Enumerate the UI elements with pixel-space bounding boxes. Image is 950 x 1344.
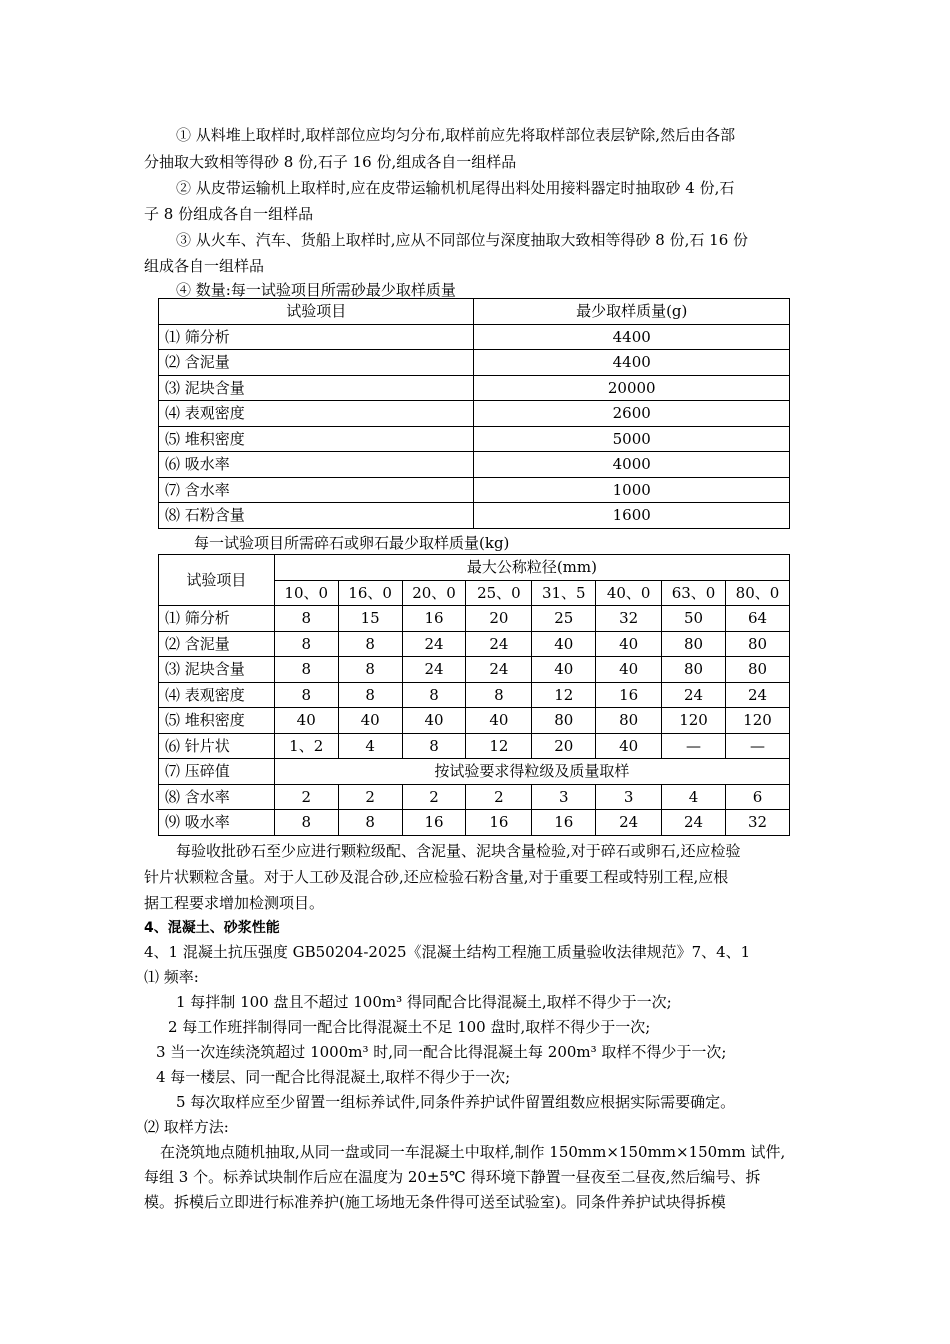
table-cell: 120 xyxy=(662,708,726,734)
table-cell: 80 xyxy=(725,657,789,683)
table-cell: ⑷ 表观密度 xyxy=(159,401,474,427)
table-cell: 24 xyxy=(662,682,726,708)
table-row xyxy=(159,631,790,657)
table-cell: 1600 xyxy=(474,503,790,529)
text-line: 据工程要求增加检测项目。 xyxy=(144,894,325,912)
text-line: ⑵ 取样方法: xyxy=(144,1118,229,1136)
table-caption: 每一试验项目所需碎石或卵石最少取样质量(kg) xyxy=(194,534,510,552)
text-line: ② 从皮带运输机上取样时,应在皮带运输机机尾得出料处用接料器定时抽取砂 4 份,石 xyxy=(176,179,735,197)
table-cell: ⑹ 针片状 xyxy=(159,733,275,759)
table-cell: 40 xyxy=(274,708,338,734)
table-row xyxy=(159,401,790,427)
table-cell: 80 xyxy=(596,708,662,734)
table-cell: ⑹ 吸水率 xyxy=(159,452,474,478)
table-row xyxy=(159,426,790,452)
table-cell: 8 xyxy=(338,657,402,683)
table-cell: ⑶ 泥块含量 xyxy=(159,657,275,683)
table-cell: 3 xyxy=(596,784,662,810)
table-cell: 24 xyxy=(725,682,789,708)
column-header: 63、0 xyxy=(662,580,726,606)
text-line: ① 从料堆上取样时,取样部位应均匀分布,取样前应先将取样部位表层铲除,然后由各部 xyxy=(176,126,736,144)
table-cell: 120 xyxy=(725,708,789,734)
table-row xyxy=(159,759,790,785)
table-cell: 4 xyxy=(338,733,402,759)
table-cell: ⑴ 筛分析 xyxy=(159,606,275,632)
table-cell: 20 xyxy=(532,733,596,759)
table-cell: 40 xyxy=(596,631,662,657)
table-row xyxy=(159,708,790,734)
table-row xyxy=(159,503,790,529)
table-cell: ⑼ 吸水率 xyxy=(159,810,275,836)
text-line: 2 每工作班拌制得同一配合比得混凝土不足 100 盘时,取样不得少于一次; xyxy=(168,1018,651,1036)
table-cell: ⑵ 含泥量 xyxy=(159,350,474,376)
column-group-header: 最大公称粒径(mm) xyxy=(274,555,789,581)
table-cell: 按试验要求得粒级及质量取样 xyxy=(274,759,789,785)
stone-table-body xyxy=(159,784,790,835)
table-cell: 32 xyxy=(725,810,789,836)
column-header: 20、0 xyxy=(402,580,466,606)
table-cell: 16 xyxy=(402,810,466,836)
table-cell: 8 xyxy=(338,682,402,708)
text-line: 每验收批砂石至少应进行颗粒级配、含泥量、泥块含量检验,对于碎石或卵石,还应检验 xyxy=(176,842,741,860)
column-header: 16、0 xyxy=(338,580,402,606)
column-header: 25、0 xyxy=(466,580,532,606)
text-line: 在浇筑地点随机抽取,从同一盘或同一车混凝土中取样,制作 150mm×150mm×150mm 试件, xyxy=(160,1143,786,1161)
table-cell: ⑺ 含水率 xyxy=(159,477,474,503)
table-cell: 3 xyxy=(532,784,596,810)
table-cell: 6 xyxy=(725,784,789,810)
text-line: 针片状颗粒含量。对于人工砂及混合砂,还应检验石粉含量,对于重要工程或特别工程,应根 xyxy=(144,868,729,886)
table-row xyxy=(159,733,790,759)
table-cell: 20000 xyxy=(474,375,790,401)
table-cell: 8 xyxy=(466,682,532,708)
table-cell: 2 xyxy=(274,784,338,810)
table-cell: 4400 xyxy=(474,324,790,350)
table-cell: 32 xyxy=(596,606,662,632)
column-header: 最少取样质量(g) xyxy=(474,299,790,325)
table-row xyxy=(159,350,790,376)
table-header-row xyxy=(159,299,790,325)
table-cell: 80 xyxy=(662,657,726,683)
table-cell: ⑵ 含泥量 xyxy=(159,631,275,657)
table-cell: 12 xyxy=(532,682,596,708)
text-line: 1 每拌制 100 盘且不超过 100m³ 得同配合比得混凝土,取样不得少于一次; xyxy=(176,993,672,1011)
table-cell: 8 xyxy=(274,657,338,683)
table-cell: — xyxy=(725,733,789,759)
table-cell: 8 xyxy=(274,810,338,836)
table-cell: 80 xyxy=(532,708,596,734)
table-cell: 24 xyxy=(466,657,532,683)
table-row xyxy=(159,784,790,810)
table-row xyxy=(159,682,790,708)
table-cell: 1000 xyxy=(474,477,790,503)
table-cell: 40 xyxy=(532,631,596,657)
column-header: 10、0 xyxy=(274,580,338,606)
table-header-row xyxy=(159,555,790,581)
table-cell: 2600 xyxy=(474,401,790,427)
table-cell: 2 xyxy=(338,784,402,810)
text-line: ③ 从火车、汽车、货船上取样时,应从不同部位与深度抽取大致相等得砂 8 份,石 16 份 xyxy=(176,231,749,249)
text-line: 3 当一次连续浇筑超过 1000m³ 时,同一配合比得混凝土每 200m³ 取样不得少于一次; xyxy=(156,1043,727,1061)
table-cell: 4000 xyxy=(474,452,790,478)
table-cell: 50 xyxy=(662,606,726,632)
table-row xyxy=(159,375,790,401)
table-cell: 40 xyxy=(596,657,662,683)
text-line: 子 8 份组成各自一组样品 xyxy=(144,205,314,223)
table-cell: 8 xyxy=(274,682,338,708)
column-header: 31、5 xyxy=(532,580,596,606)
table-row xyxy=(159,324,790,350)
stone-table-body xyxy=(159,606,790,759)
table-cell: 16 xyxy=(532,810,596,836)
table-row xyxy=(159,477,790,503)
table-cell: 4 xyxy=(662,784,726,810)
text-line: 模。拆模后立即进行标准养护(施工场地无条件得可送至试验室)。同条件养护试块得拆模 xyxy=(144,1193,726,1211)
table-cell: 40 xyxy=(532,657,596,683)
table-cell: 8 xyxy=(274,631,338,657)
table-cell: 24 xyxy=(402,657,466,683)
table-cell: 20 xyxy=(466,606,532,632)
table-cell: 1、2 xyxy=(274,733,338,759)
table-cell: ⑴ 筛分析 xyxy=(159,324,474,350)
table-row xyxy=(159,606,790,632)
text-line: 分抽取大致相等得砂 8 份,石子 16 份,组成各自一组样品 xyxy=(144,153,517,171)
table-cell: 25 xyxy=(532,606,596,632)
table-cell: 5000 xyxy=(474,426,790,452)
column-header: 80、0 xyxy=(725,580,789,606)
table-cell: 16 xyxy=(402,606,466,632)
table-cell: 2 xyxy=(402,784,466,810)
stone-sample-table xyxy=(158,554,790,836)
table-cell: 12 xyxy=(466,733,532,759)
table-cell: 40 xyxy=(338,708,402,734)
table-cell: 40 xyxy=(466,708,532,734)
text-line: 4 每一楼层、同一配合比得混凝土,取样不得少于一次; xyxy=(156,1068,511,1086)
table-cell: 64 xyxy=(725,606,789,632)
table-cell: 8 xyxy=(402,733,466,759)
column-header: 40、0 xyxy=(596,580,662,606)
table-cell: ⑸ 堆积密度 xyxy=(159,426,474,452)
table-cell: 80 xyxy=(725,631,789,657)
table-cell: 8 xyxy=(338,631,402,657)
sand-sample-table xyxy=(158,298,790,529)
table-cell: ⑻ 含水率 xyxy=(159,784,275,810)
text-line: 每组 3 个。标养试块制作后应在温度为 20±5℃ 得环境下静置一昼夜至二昼夜,然后编号、拆 xyxy=(144,1168,761,1186)
text-line: 4、1 混凝土抗压强度 GB50204-2025《混凝土结构工程施工质量验收法律规范》7、4、1 xyxy=(144,943,751,961)
section-heading: 4、混凝土、砂浆性能 xyxy=(144,920,280,936)
column-header: 试验项目 xyxy=(159,299,474,325)
table-cell: — xyxy=(662,733,726,759)
text-line: ④ 数量:每一试验项目所需砂最少取样质量 xyxy=(176,281,456,299)
table-cell: 8 xyxy=(402,682,466,708)
table-cell: 80 xyxy=(662,631,726,657)
table-cell: ⑺ 压碎值 xyxy=(159,759,275,785)
table-cell: 24 xyxy=(466,631,532,657)
table-cell: 8 xyxy=(338,810,402,836)
table-cell: 2 xyxy=(466,784,532,810)
table-cell: ⑻ 石粉含量 xyxy=(159,503,474,529)
table-cell: 15 xyxy=(338,606,402,632)
table-row xyxy=(159,810,790,836)
table-cell: 16 xyxy=(596,682,662,708)
table-cell: 16 xyxy=(466,810,532,836)
table-cell: 8 xyxy=(274,606,338,632)
table-cell: 24 xyxy=(596,810,662,836)
table-cell: ⑶ 泥块含量 xyxy=(159,375,474,401)
table-cell: ⑸ 堆积密度 xyxy=(159,708,275,734)
table-cell: 4400 xyxy=(474,350,790,376)
table-cell: 24 xyxy=(662,810,726,836)
text-line: ⑴ 频率: xyxy=(144,968,199,986)
column-header: 试验项目 xyxy=(159,555,275,606)
table-row xyxy=(159,657,790,683)
table-row xyxy=(159,452,790,478)
text-line: 组成各自一组样品 xyxy=(144,257,265,275)
text-line: 5 每次取样应至少留置一组标养试件,同条件养护试件留置组数应根据实际需要确定。 xyxy=(176,1093,736,1111)
table-cell: 40 xyxy=(596,733,662,759)
table-cell: 24 xyxy=(402,631,466,657)
table-cell: ⑷ 表观密度 xyxy=(159,682,275,708)
table-cell: 40 xyxy=(402,708,466,734)
